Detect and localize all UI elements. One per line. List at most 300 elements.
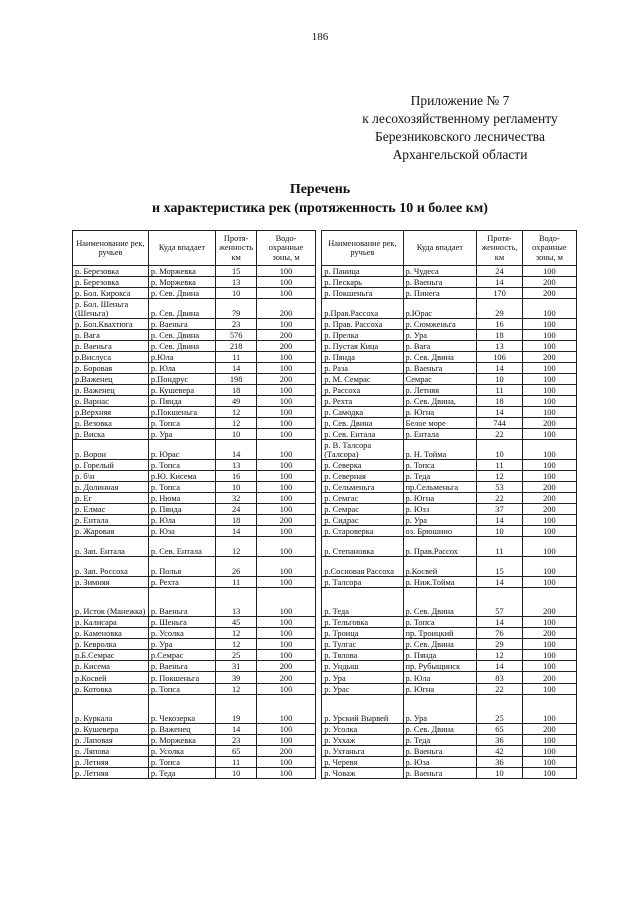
river-number-cell: 11 <box>216 577 257 588</box>
river-text-cell: р. Семгас <box>322 493 403 504</box>
table-row <box>73 661 577 672</box>
river-text-cell: р.Покшеньга <box>148 407 215 418</box>
river-text-cell: р. Сев. Ентала <box>148 537 215 557</box>
river-text-cell: р. Чудеса <box>403 266 477 277</box>
river-text-cell: р. Ваеньга <box>148 588 215 617</box>
river-text-cell: р. Сев. Двина <box>403 588 477 617</box>
river-number-cell: 13 <box>477 341 523 352</box>
river-number-cell: 100 <box>257 695 316 724</box>
river-text-cell: р. Топса <box>148 460 215 471</box>
river-number-cell: 100 <box>522 515 576 526</box>
river-text-cell: р. Пянда <box>322 352 403 363</box>
river-number-cell: 14 <box>477 661 523 672</box>
table-row <box>73 363 577 374</box>
river-number-cell: 25 <box>477 695 523 724</box>
river-number-cell: 24 <box>216 504 257 515</box>
table-row <box>73 352 577 363</box>
river-number-cell: 100 <box>522 374 576 385</box>
table-row <box>73 557 577 577</box>
river-text-cell: р. Топса <box>403 617 477 628</box>
river-number-cell: 100 <box>522 266 576 277</box>
river-number-cell: 198 <box>216 374 257 385</box>
river-text-cell: р. Горелый <box>73 460 149 471</box>
river-number-cell: 18 <box>216 385 257 396</box>
river-number-cell: 200 <box>522 628 576 639</box>
river-text-cell: р.Косвей <box>73 672 149 684</box>
table-row <box>73 672 577 684</box>
river-number-cell: 100 <box>257 557 316 577</box>
river-number-cell: 200 <box>522 493 576 504</box>
table-row <box>73 471 577 482</box>
river-text-cell: р. Тялова <box>322 650 403 661</box>
river-text-cell: р. Ваеньга <box>403 768 477 779</box>
river-number-cell: 49 <box>216 396 257 407</box>
river-text-cell: р. Човаж <box>322 768 403 779</box>
table-row <box>73 429 577 440</box>
river-number-cell: 13 <box>216 460 257 471</box>
river-number-cell: 100 <box>257 385 316 396</box>
river-number-cell: 83 <box>477 672 523 684</box>
river-text-cell: р. Ундыш <box>322 661 403 672</box>
river-number-cell: 10 <box>216 288 257 299</box>
river-text-cell: р. Ентала <box>73 515 149 526</box>
table-row <box>73 482 577 493</box>
river-text-cell: р. Моржевка <box>148 735 215 746</box>
river-text-cell: р. Сюмженьга <box>403 319 477 330</box>
river-text-cell: оз. Брюшино <box>403 526 477 537</box>
river-number-cell: 200 <box>522 288 576 299</box>
river-number-cell: 200 <box>522 504 576 515</box>
river-number-cell: 100 <box>522 735 576 746</box>
river-text-cell: р. Кевролка <box>73 639 149 650</box>
table-row <box>73 460 577 471</box>
river-number-cell: 100 <box>522 746 576 757</box>
river-text-cell: р. Сев. Двина <box>148 330 215 341</box>
river-number-cell: 100 <box>522 341 576 352</box>
river-text-cell: р. Топса <box>148 757 215 768</box>
river-text-cell: р. Зимняя <box>73 577 149 588</box>
river-number-cell: 100 <box>522 537 576 557</box>
river-number-cell: 10 <box>216 482 257 493</box>
river-text-cell: р. Боровая <box>73 363 149 374</box>
table-row <box>73 374 577 385</box>
river-text-cell: р. Ваеньга <box>73 341 149 352</box>
river-text-cell: р. Урас <box>322 684 403 695</box>
river-text-cell: р. Ляпова <box>73 746 149 757</box>
river-number-cell: 200 <box>257 374 316 385</box>
river-number-cell: 14 <box>216 724 257 735</box>
river-number-cell: 100 <box>257 440 316 460</box>
river-number-cell: 12 <box>216 628 257 639</box>
river-text-cell: р. Вага <box>73 330 149 341</box>
river-text-cell: р. Усолка <box>148 746 215 757</box>
river-number-cell: 200 <box>257 672 316 684</box>
river-number-cell: 200 <box>257 515 316 526</box>
river-number-cell: 100 <box>257 650 316 661</box>
river-number-cell: 100 <box>522 695 576 724</box>
river-number-cell: 100 <box>257 396 316 407</box>
river-number-cell: 100 <box>257 768 316 779</box>
river-number-cell: 100 <box>522 650 576 661</box>
river-text-cell: р. Прав.Рассох <box>403 537 477 557</box>
title-line: и характеристика рек (протяженность 10 и более км) <box>152 201 488 216</box>
table-row <box>73 299 577 319</box>
river-text-cell: р. Талсора <box>322 577 403 588</box>
table-row <box>73 493 577 504</box>
river-number-cell: 36 <box>477 757 523 768</box>
river-text-cell: р. Жаровая <box>73 526 149 537</box>
river-number-cell: 100 <box>522 684 576 695</box>
river-text-cell: р. Ура <box>148 639 215 650</box>
river-text-cell: р. Бол.Квахтюга <box>73 319 149 330</box>
header-cell: Протя-женность, км <box>477 231 523 266</box>
table-row <box>73 319 577 330</box>
river-number-cell: 12 <box>216 639 257 650</box>
river-number-cell: 12 <box>477 471 523 482</box>
river-text-cell: р. Ваеньга <box>403 363 477 374</box>
river-number-cell: 12 <box>216 537 257 557</box>
river-number-cell: 22 <box>477 493 523 504</box>
river-text-cell: р. Топса <box>148 482 215 493</box>
river-number-cell: 100 <box>257 735 316 746</box>
table-row <box>73 385 577 396</box>
river-number-cell: 10 <box>477 374 523 385</box>
page-number: 186 <box>311 31 329 43</box>
table-row <box>73 617 577 628</box>
river-number-cell: 65 <box>216 746 257 757</box>
river-number-cell: 100 <box>522 577 576 588</box>
river-number-cell: 100 <box>257 684 316 695</box>
river-text-cell: р. Усолка <box>322 724 403 735</box>
table-row <box>73 341 577 352</box>
river-number-cell: 576 <box>216 330 257 341</box>
river-text-cell: р. Сев. Двина <box>322 418 403 429</box>
river-number-cell: 32 <box>216 493 257 504</box>
river-number-cell: 100 <box>257 482 316 493</box>
table-row <box>73 628 577 639</box>
table-row <box>73 504 577 515</box>
river-number-cell: 18 <box>477 396 523 407</box>
river-number-cell: 100 <box>257 493 316 504</box>
river-number-cell: 45 <box>216 617 257 628</box>
river-text-cell: р. Топса <box>403 460 477 471</box>
river-number-cell: 200 <box>257 330 316 341</box>
river-number-cell: 16 <box>216 471 257 482</box>
river-text-cell: р.Вислуса <box>73 352 149 363</box>
river-text-cell: р. Пустая Кица <box>322 341 403 352</box>
table-row <box>73 735 577 746</box>
river-number-cell: 14 <box>477 277 523 288</box>
river-number-cell: 170 <box>477 288 523 299</box>
river-text-cell: р.Б.Семрас <box>73 650 149 661</box>
river-text-cell: р. Летняя <box>403 385 477 396</box>
river-text-cell: р. Степановка <box>322 537 403 557</box>
river-number-cell: 100 <box>257 628 316 639</box>
river-number-cell: 100 <box>522 617 576 628</box>
river-number-cell: 100 <box>257 504 316 515</box>
river-text-cell: р. Юзз <box>403 504 477 515</box>
table-row <box>73 266 577 277</box>
river-text-cell: р. Сельменьга <box>322 482 403 493</box>
river-text-cell: р. Теда <box>322 588 403 617</box>
river-text-cell: р. Северная <box>322 471 403 482</box>
river-text-cell: р. Югна <box>403 493 477 504</box>
river-number-cell: 100 <box>257 266 316 277</box>
river-text-cell: р. Котовка <box>73 684 149 695</box>
river-text-cell: р. Ура <box>322 672 403 684</box>
river-number-cell: 100 <box>257 471 316 482</box>
river-text-cell: р. Летняя <box>73 757 149 768</box>
river-text-cell: р.Пондрус <box>148 374 215 385</box>
river-number-cell: 100 <box>257 319 316 330</box>
table-row <box>73 695 577 724</box>
river-number-cell: 16 <box>477 319 523 330</box>
river-text-cell: р. Северка <box>322 460 403 471</box>
river-number-cell: 100 <box>522 768 576 779</box>
river-number-cell: 200 <box>522 588 576 617</box>
river-text-cell: р. Ваеньга <box>148 319 215 330</box>
river-text-cell: р. Семрас <box>322 504 403 515</box>
river-number-cell: 31 <box>216 661 257 672</box>
river-text-cell: Семрас <box>403 374 477 385</box>
river-text-cell: р. Н. Тойма <box>403 440 477 460</box>
river-number-cell: 22 <box>477 429 523 440</box>
river-number-cell: 14 <box>477 407 523 418</box>
table-row <box>73 588 577 617</box>
table-row <box>73 684 577 695</box>
river-text-cell: р. Пескарь <box>322 277 403 288</box>
river-text-cell: р. Староверка <box>322 526 403 537</box>
river-text-cell: р. Чекозерка <box>148 695 215 724</box>
river-text-cell: р. Пинега <box>403 288 477 299</box>
river-text-cell: пр. Рубыщинск <box>403 661 477 672</box>
river-number-cell: 13 <box>216 588 257 617</box>
river-number-cell: 42 <box>477 746 523 757</box>
river-text-cell: р. Рехта <box>322 396 403 407</box>
river-number-cell: 14 <box>216 526 257 537</box>
river-number-cell: 200 <box>257 299 316 319</box>
river-number-cell: 25 <box>216 650 257 661</box>
river-text-cell: р. Раза <box>322 363 403 374</box>
table-row <box>73 724 577 735</box>
river-text-cell: р. Ентала <box>403 429 477 440</box>
river-text-cell: р. Виска <box>73 429 149 440</box>
river-number-cell: 37 <box>477 504 523 515</box>
river-text-cell: р. Везовка <box>73 418 149 429</box>
river-text-cell: р. Березовка <box>73 266 149 277</box>
river-number-cell: 29 <box>477 639 523 650</box>
river-text-cell: р. Сев. Двина <box>403 352 477 363</box>
river-text-cell: р. Нюма <box>148 493 215 504</box>
river-number-cell: 15 <box>477 557 523 577</box>
river-text-cell: Белое море <box>403 418 477 429</box>
river-number-cell: 100 <box>257 526 316 537</box>
river-number-cell: 100 <box>522 639 576 650</box>
river-text-cell: р. Кушевера <box>148 385 215 396</box>
river-number-cell: 100 <box>522 440 576 460</box>
river-text-cell: р. Прелка <box>322 330 403 341</box>
river-number-cell: 11 <box>477 385 523 396</box>
river-number-cell: 26 <box>216 557 257 577</box>
river-text-cell: р. Сев. Двина <box>148 288 215 299</box>
river-text-cell: р. Тулгас <box>322 639 403 650</box>
river-text-cell: р. Покшеньга <box>322 288 403 299</box>
river-text-cell: р. Ваеньга <box>148 661 215 672</box>
river-text-cell: р. Юла <box>148 363 215 374</box>
river-text-cell: р.Сосновая Рассоха <box>322 557 403 577</box>
river-number-cell: 10 <box>216 429 257 440</box>
header-cell: Наименование рек, ручьев <box>322 231 403 266</box>
river-text-cell: р. Шеньга <box>148 617 215 628</box>
river-text-cell: р. Ура <box>403 695 477 724</box>
river-number-cell: 11 <box>216 757 257 768</box>
rivers-table-wrap <box>72 230 577 779</box>
river-number-cell: 100 <box>522 385 576 396</box>
river-text-cell: р. Юза <box>148 526 215 537</box>
river-text-cell: р. Пянда <box>403 650 477 661</box>
river-number-cell: 100 <box>257 757 316 768</box>
river-number-cell: 100 <box>522 299 576 319</box>
river-number-cell: 100 <box>522 557 576 577</box>
river-text-cell: р.Семрас <box>148 650 215 661</box>
river-number-cell: 100 <box>257 363 316 374</box>
table-row <box>73 396 577 407</box>
appendix-line: Березниковского лесничества <box>375 129 545 144</box>
river-number-cell: 100 <box>522 407 576 418</box>
river-text-cell: р. Тельговка <box>322 617 403 628</box>
appendix-header <box>340 92 580 164</box>
river-text-cell: р. Куркала <box>73 695 149 724</box>
header-cell: Водо-охранные зоны, м <box>257 231 316 266</box>
rivers-table <box>72 230 577 779</box>
river-number-cell: 29 <box>477 299 523 319</box>
header-cell: Куда впадает <box>403 231 477 266</box>
river-text-cell: р. Усолка <box>148 628 215 639</box>
river-number-cell: 100 <box>257 617 316 628</box>
table-row <box>73 577 577 588</box>
river-number-cell: 10 <box>477 768 523 779</box>
river-number-cell: 100 <box>257 537 316 557</box>
river-number-cell: 100 <box>522 363 576 374</box>
river-number-cell: 100 <box>522 319 576 330</box>
river-number-cell: 100 <box>257 407 316 418</box>
river-text-cell: р. Черевя <box>322 757 403 768</box>
table-row <box>73 288 577 299</box>
river-text-cell: р. Бол. Шеньга (Шеньга) <box>73 299 149 319</box>
river-text-cell: р. Кисема <box>73 661 149 672</box>
river-number-cell: 100 <box>257 460 316 471</box>
river-number-cell: 18 <box>216 515 257 526</box>
river-number-cell: 200 <box>522 724 576 735</box>
river-text-cell: р. Полья <box>148 557 215 577</box>
river-text-cell: р.Косвей <box>403 557 477 577</box>
river-text-cell: р. Самодка <box>322 407 403 418</box>
river-text-cell: р. Зап. Ентала <box>73 537 149 557</box>
river-text-cell: р. Моржевка <box>148 277 215 288</box>
river-text-cell: р. Ура <box>148 429 215 440</box>
river-number-cell: 18 <box>477 330 523 341</box>
river-number-cell: 100 <box>257 639 316 650</box>
river-number-cell: 100 <box>257 588 316 617</box>
river-number-cell: 39 <box>216 672 257 684</box>
river-text-cell: р. Рассоха <box>322 385 403 396</box>
river-text-cell: р.Ю. Кисема <box>148 471 215 482</box>
table-row <box>73 639 577 650</box>
river-number-cell: 76 <box>477 628 523 639</box>
river-text-cell: р. Юрас <box>148 440 215 460</box>
table-row <box>73 746 577 757</box>
river-number-cell: 23 <box>216 735 257 746</box>
river-text-cell: р.Юрас <box>403 299 477 319</box>
river-text-cell: р. Каменовка <box>73 628 149 639</box>
river-number-cell: 36 <box>477 735 523 746</box>
river-text-cell: р.Прав.Рассоха <box>322 299 403 319</box>
table-row <box>73 650 577 661</box>
river-number-cell: 12 <box>477 650 523 661</box>
river-text-cell: р. Сев. Ентала <box>322 429 403 440</box>
table-row <box>73 330 577 341</box>
river-text-cell: р. М. Семрас <box>322 374 403 385</box>
river-number-cell: 100 <box>257 418 316 429</box>
river-number-cell: 200 <box>522 672 576 684</box>
river-text-cell: р. Паница <box>322 266 403 277</box>
river-number-cell: 744 <box>477 418 523 429</box>
river-number-cell: 100 <box>257 724 316 735</box>
river-text-cell: р. Ниж.Тойма <box>403 577 477 588</box>
appendix-line: к лесохозяйственному регламенту <box>362 111 558 126</box>
river-number-cell: 11 <box>216 352 257 363</box>
river-text-cell: р. Варнас <box>73 396 149 407</box>
river-number-cell: 14 <box>216 363 257 374</box>
river-text-cell: р. Урский Вырвей <box>322 695 403 724</box>
river-text-cell: р. В. Талсора (Талсора) <box>322 440 403 460</box>
river-number-cell: 100 <box>522 471 576 482</box>
river-number-cell: 218 <box>216 341 257 352</box>
river-text-cell: р.Юла <box>148 352 215 363</box>
river-text-cell: р.Важенец <box>73 374 149 385</box>
river-text-cell: р. Ворон <box>73 440 149 460</box>
river-text-cell: р. Ухтаньга <box>322 746 403 757</box>
river-number-cell: 11 <box>477 537 523 557</box>
river-text-cell: пр. Троицкий <box>403 628 477 639</box>
river-number-cell: 200 <box>522 482 576 493</box>
river-number-cell: 14 <box>477 617 523 628</box>
table-row <box>73 526 577 537</box>
river-text-cell: р. Теда <box>403 735 477 746</box>
river-text-cell: р. Ваеньга <box>403 277 477 288</box>
river-number-cell: 106 <box>477 352 523 363</box>
river-number-cell: 200 <box>257 746 316 757</box>
river-text-cell: р. Березовка <box>73 277 149 288</box>
river-text-cell: р. Сев. Двина <box>148 341 215 352</box>
river-number-cell: 19 <box>216 695 257 724</box>
river-number-cell: 15 <box>216 266 257 277</box>
document-title <box>70 180 570 218</box>
river-text-cell: р. Важенец <box>73 385 149 396</box>
appendix-line: Архангельской области <box>392 147 528 162</box>
river-number-cell: 200 <box>522 277 576 288</box>
river-number-cell: 100 <box>257 277 316 288</box>
river-text-cell: р. Теда <box>148 768 215 779</box>
table-row <box>73 768 577 779</box>
river-number-cell: 12 <box>216 684 257 695</box>
river-text-cell: р. Елмас <box>73 504 149 515</box>
river-text-cell: р. Сев. Двина <box>403 724 477 735</box>
river-text-cell: р. Юза <box>403 757 477 768</box>
river-number-cell: 100 <box>522 661 576 672</box>
table-row <box>73 418 577 429</box>
river-text-cell: р. Ура <box>403 515 477 526</box>
